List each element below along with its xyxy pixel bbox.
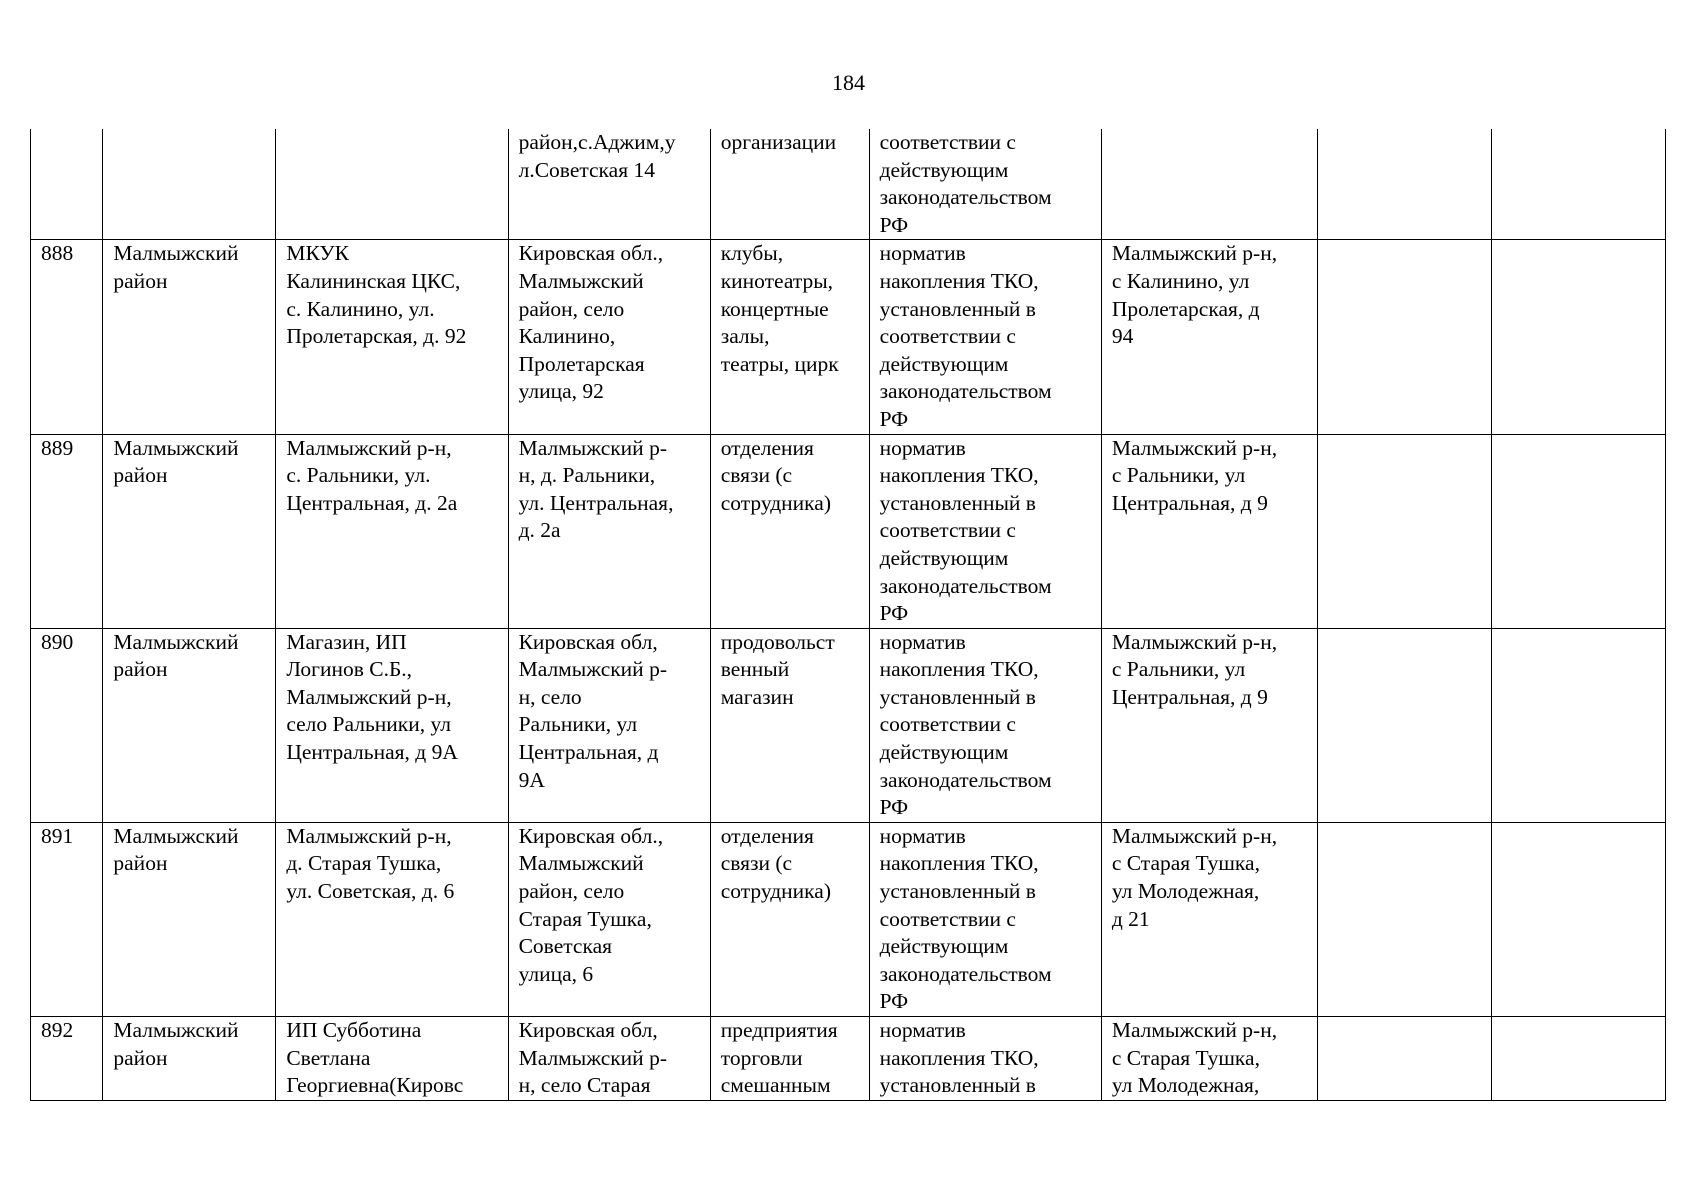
cell-text-line: накопления ТКО, [879,1045,1039,1070]
cell-text-line: клубы, [720,241,784,266]
cell-text-line: Центральная, д. 2а [286,490,458,515]
cell-norm [869,129,1101,240]
cell-text-line: улица, 6 [518,961,594,986]
cell-extra-2 [1491,129,1665,240]
cell-text-line: Центральная, д 9А [286,740,458,765]
cell-text-line: залы, [720,324,770,349]
cell-text-line: ул. Советская, д. 6 [286,879,455,904]
cell-location [1101,240,1317,434]
cell-text-line: Магазин, ИП [286,629,407,654]
cell-text-line: связи (с [720,851,793,876]
cell-address [508,1017,710,1101]
cell-text-line: Малмыжский р-н, [1111,1018,1278,1042]
cell-category [710,240,869,434]
cell-text-line: д. Старая Тушка, [286,851,442,876]
cell-text-line: район [113,463,168,488]
cell-extra-1 [1318,434,1492,628]
cell-text-line: н, село [518,684,582,709]
table-body [31,129,1666,1100]
cell-district [103,434,276,628]
cell-number [31,129,103,240]
cell-number: 890 [31,628,103,822]
cell-extra-2 [1491,1017,1665,1101]
table-row [31,434,1666,628]
cell-text-line: театры, цирк [720,351,839,376]
cell-text-line: Малмыжский [113,241,239,266]
cell-location [1101,434,1317,628]
cell-name [276,1017,508,1101]
cell-name [276,434,508,628]
cell-text-line: Советская [518,934,613,959]
cell-text-line: Центральная, д [518,740,659,765]
cell-text-line: район [113,657,168,682]
cell-text-line: Кировская обл, [518,629,658,654]
cell-text-line: Центральная, д 9 [1111,684,1268,709]
cell-text-line: с. Калинино, ул. [286,296,435,321]
cell-number: 892 [31,1017,103,1101]
cell-text-line: действующим [879,351,1009,376]
cell-text-line: установленный в [879,490,1036,515]
cell-category [710,822,869,1016]
cell-text-line: норматив [879,629,966,654]
cell-text-line: Пролетарская, д. 92 [286,324,467,349]
cell-text-line: венный [720,657,790,682]
cell-text-line: сотрудника) [720,879,832,904]
cell-district [103,240,276,434]
cell-text-line: отделения [720,823,814,848]
cell-category [710,1017,869,1101]
cell-text-line: соответствии с [879,906,1016,931]
cell-category [710,129,869,240]
cell-extra-2 [1491,434,1665,628]
cell-text-line: Светлана [286,1045,371,1070]
cell-norm [869,240,1101,434]
cell-extra-1 [1318,628,1492,822]
page-number: 184 [832,70,865,95]
cell-text-line: накопления ТКО, [879,851,1039,876]
cell-text-line: накопления ТКО, [879,657,1039,682]
cell-text-line: Пролетарская, д [1111,296,1260,321]
cell-extra-2 [1491,822,1665,1016]
cell-extra-1 [1318,1017,1492,1101]
cell-name [276,822,508,1016]
cell-text-line: норматив [879,1018,966,1042]
cell-text-line: Малмыжский р- [518,1045,667,1070]
cell-address [508,240,710,434]
cell-text-line: Малмыжский [113,629,239,654]
cell-text-line: Малмыжский р-н, [1111,241,1278,266]
cell-address [508,628,710,822]
cell-name [276,240,508,434]
cell-text-line: Малмыжский р-н, [286,684,452,709]
cell-text-line: с Ральники, ул [1111,657,1246,682]
cell-text-line: ул. Центральная, [518,490,674,515]
cell-text-line: Калининская ЦКС, [286,268,461,293]
cell-text-line: магазин [720,684,794,709]
cell-text-line: ул Молодежная, [1111,879,1260,904]
cell-text-line: законодательством [879,573,1052,598]
cell-text-line: действующим [879,545,1009,570]
cell-text-line: РФ [879,601,909,626]
cell-text-line: с. Ральники, ул. [286,463,431,488]
cell-text-line: Малмыжский [113,1018,239,1042]
cell-district [103,129,276,240]
cell-text-line: район [113,268,168,293]
cell-text-line: Кировская обл, [518,1018,658,1042]
cell-text-line: продовольст [720,629,835,654]
cell-text-line: с Калинино, ул [1111,268,1250,293]
cell-location [1101,822,1317,1016]
cell-location [1101,1017,1317,1101]
cell-text-line: накопления ТКО, [879,268,1039,293]
cell-address [508,822,710,1016]
cell-text-line: 94 [1111,324,1134,349]
cell-text-line: Кировская обл., [518,241,664,266]
cell-text-line: соответствии с [879,712,1016,737]
cell-text-line: Кировская обл., [518,823,664,848]
cell-extra-1 [1318,240,1492,434]
cell-category [710,434,869,628]
cell-text-line: соответствии с [879,130,1016,154]
cell-text-line: установленный в [879,1073,1036,1098]
cell-text-line: район, село [518,296,625,321]
cell-text-line: район [113,1045,168,1070]
cell-name [276,628,508,822]
cell-text-line: МКУК [286,241,349,266]
cell-text-line: Малмыжский р-н, [1111,435,1278,460]
cell-district [103,1017,276,1101]
cell-category [710,628,869,822]
table-row [31,240,1666,434]
cell-text-line: торговли [720,1045,803,1070]
cell-text-line: действующим [879,157,1009,182]
table-row [31,822,1666,1016]
cell-text-line: РФ [879,795,909,820]
cell-text-line: ИП Субботина [286,1018,422,1042]
cell-text-line: район, село [518,879,625,904]
cell-text-line: Малмыжский [518,268,644,293]
cell-location [1101,129,1317,240]
cell-text-line: организации [720,130,837,154]
cell-text-line: РФ [879,406,909,431]
cell-text-line: норматив [879,435,966,460]
cell-text-line: действующим [879,934,1009,959]
cell-text-line: л.Советская 14 [518,157,655,182]
cell-text-line: соответствии с [879,324,1016,349]
cell-text-line: ул Молодежная, [1111,1073,1260,1098]
cell-text-line: с Старая Тушка, [1111,1045,1260,1070]
cell-text-line: д. 2а [518,518,561,543]
cell-text-line: отделения [720,435,814,460]
cell-text-line: соответствии с [879,518,1016,543]
cell-text-line: Пролетарская [518,351,645,376]
cell-number: 891 [31,822,103,1016]
cell-text-line: связи (с [720,463,793,488]
cell-text-line: н, д. Ральники, [518,463,656,488]
cell-text-line: норматив [879,241,966,266]
cell-text-line: Калинино, [518,324,616,349]
cell-text-line: кинотеатры, [720,268,834,293]
cell-norm [869,628,1101,822]
cell-text-line: Логинов С.Б., [286,657,413,682]
cell-text-line: район [113,851,168,876]
cell-text-line: Георгиевна(Кировс [286,1073,464,1098]
cell-norm [869,822,1101,1016]
cell-text-line: предприятия [720,1018,838,1042]
cell-text-line: Ральники, ул [518,712,638,737]
cell-district [103,628,276,822]
cell-extra-1 [1318,822,1492,1016]
cell-text-line: действующим [879,740,1009,765]
cell-text-line: Малмыжский [113,435,239,460]
cell-text-line: Малмыжский [518,851,644,876]
cell-text-line: село Ральники, ул [286,712,452,737]
cell-number: 888 [31,240,103,434]
cell-location [1101,628,1317,822]
registry-table [30,129,1666,1101]
cell-text-line: улица, 92 [518,379,604,404]
cell-norm [869,434,1101,628]
table-row [31,628,1666,822]
cell-text-line: законодательством [879,961,1052,986]
cell-text-line: Старая Тушка, [518,906,652,931]
cell-text-line: н, село Старая [518,1073,651,1098]
cell-text-line: сотрудника) [720,490,832,515]
cell-address [508,129,710,240]
cell-text-line: 9А [518,767,545,792]
cell-text-line: Малмыжский р- [518,657,667,682]
cell-address [508,434,710,628]
table-row [31,1017,1666,1101]
cell-text-line: концертные [720,296,829,321]
cell-text-line: законодательством [879,379,1052,404]
cell-number: 889 [31,434,103,628]
cell-text-line: РФ [879,989,909,1014]
cell-text-line: смешанным [720,1073,831,1098]
cell-text-line: Малмыжский [113,823,239,848]
cell-text-line: накопления ТКО, [879,463,1039,488]
table-row [31,129,1666,240]
cell-text-line: установленный в [879,879,1036,904]
cell-text-line: Малмыжский р-н, [1111,629,1278,654]
cell-text-line: законодательством [879,185,1052,210]
cell-extra-1 [1318,129,1492,240]
cell-norm [869,1017,1101,1101]
cell-text-line: Малмыжский р- [518,435,667,460]
cell-text-line: РФ [879,212,909,237]
cell-text-line: законодательством [879,767,1052,792]
cell-text-line: с Старая Тушка, [1111,851,1260,876]
cell-text-line: Центральная, д 9 [1111,490,1268,515]
cell-text-line: Малмыжский р-н, [286,435,452,460]
cell-district [103,822,276,1016]
cell-text-line: с Ральники, ул [1111,463,1246,488]
cell-text-line: установленный в [879,684,1036,709]
cell-name [276,129,508,240]
cell-text-line: д 21 [1111,906,1150,931]
cell-text-line: установленный в [879,296,1036,321]
cell-extra-2 [1491,240,1665,434]
cell-text-line: район,с.Аджим,у [518,130,676,154]
cell-extra-2 [1491,628,1665,822]
cell-text-line: норматив [879,823,966,848]
cell-text-line: Малмыжский р-н, [1111,823,1278,848]
cell-text-line: Малмыжский р-н, [286,823,452,848]
